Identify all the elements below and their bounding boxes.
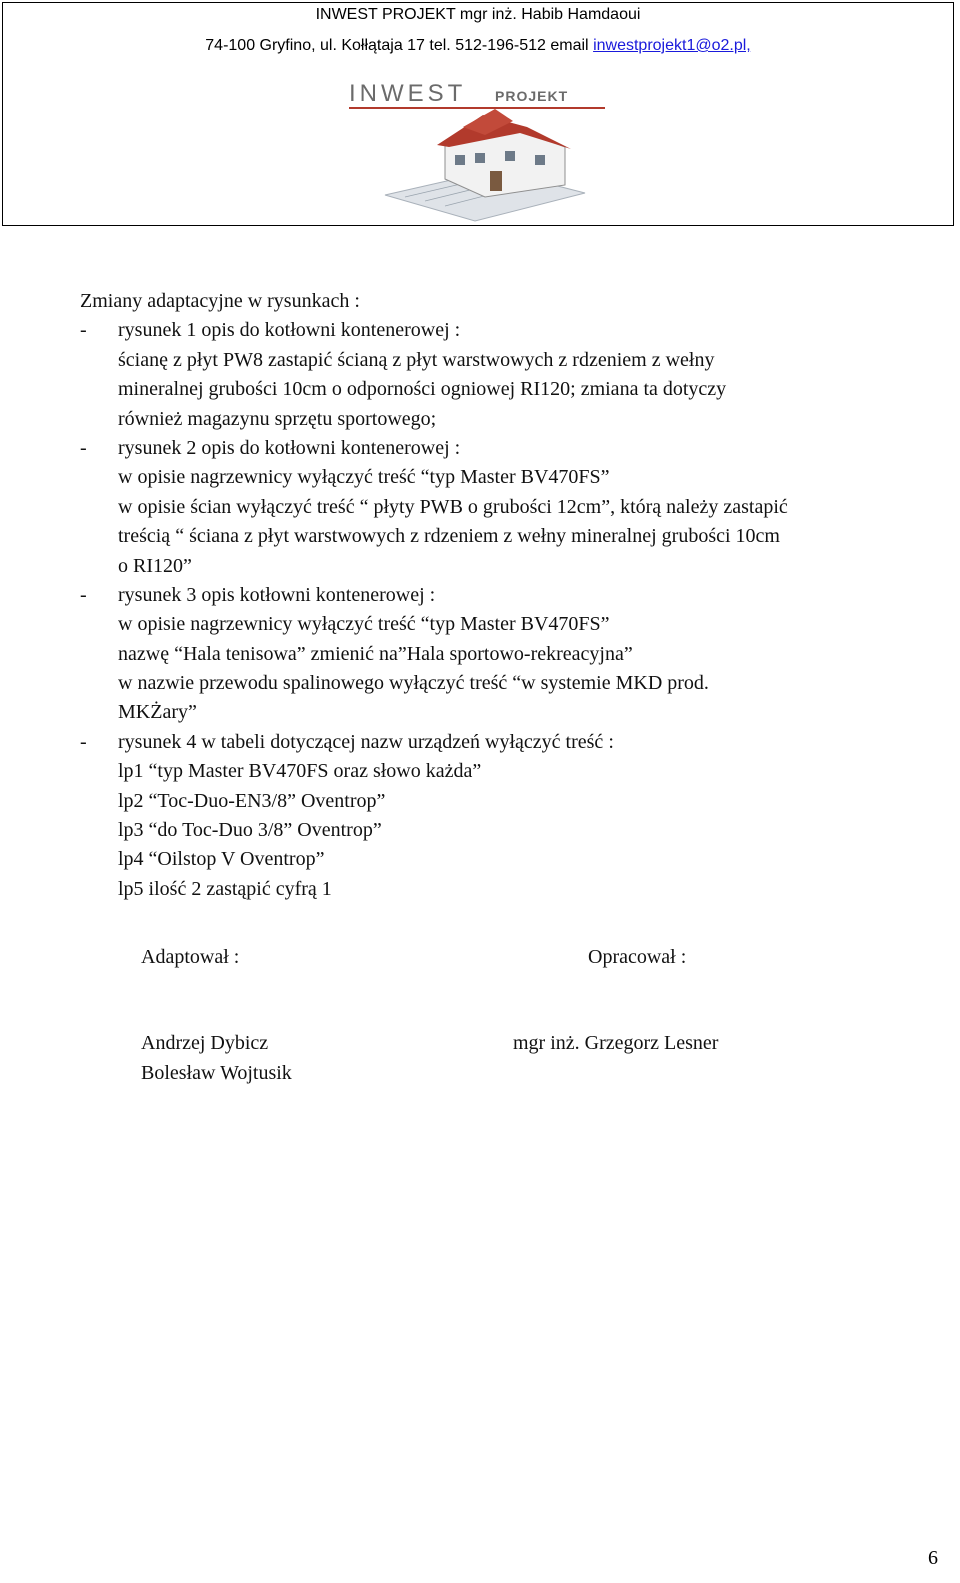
change-list xyxy=(80,316,950,904)
house-on-blueprints-icon xyxy=(385,109,585,221)
list-detail-line: również magazynu sprzętu sportowego; xyxy=(118,407,437,430)
list-dash: - xyxy=(80,319,87,342)
list-detail-line: w nazwie przewodu spalinowego wyłączyć treść “w systemie MKD prod. xyxy=(118,672,709,695)
company-logo xyxy=(345,75,615,223)
prepared-by-label: Opracował : xyxy=(588,946,687,968)
list-detail-line: ścianę z płyt PW8 zastapić ścianą z płyt warstwowych z rdzeniem z wełny xyxy=(118,348,715,371)
list-detail-line: w opisie nagrzewnicy wyłączyć treść “typ Master BV470FS” xyxy=(118,613,610,636)
list-detail-line: lp2 “Toc-Duo-EN3/8” Oventrop” xyxy=(118,789,386,812)
company-address xyxy=(3,37,953,55)
list-item xyxy=(80,581,950,610)
list-dash: - xyxy=(80,436,87,459)
adapted-by-label: Adaptował : xyxy=(141,946,240,968)
adapter-name: Andrzej Dybicz xyxy=(141,1032,269,1054)
list-detail-line: lp5 ilość 2 zastąpić cyfrą 1 xyxy=(118,877,332,900)
email-link[interactable]: inwestprojekt1@o2.pl, xyxy=(593,37,751,54)
logo-wordmark xyxy=(349,80,605,108)
list-detail-line: w opisie nagrzewnicy wyłączyć treść “typ Master BV470FS” xyxy=(118,466,610,489)
list-item-text: rysunek 3 opis kotłowni kontenerowej : xyxy=(118,583,436,606)
list-detail-line: lp3 “do Toc-Duo 3/8” Oventrop” xyxy=(118,819,382,842)
list-detail-line: mineralnej grubości 10cm o odporności ogniowej RI120; zmiana ta dotyczy xyxy=(118,378,727,401)
page-number: 6 xyxy=(928,1547,938,1569)
section-heading: Zmiany adaptacyjne w rysunkach : xyxy=(80,290,360,312)
letterhead xyxy=(2,2,954,226)
logo-text-main: INWEST xyxy=(349,80,467,107)
list-detail-line: w opisie ścian wyłączyć treść “ płyty PWB o grubości 12cm”, którą należy zastapić xyxy=(118,495,788,518)
list-item-text: rysunek 2 opis do kotłowni kontenerowej : xyxy=(118,436,461,459)
list-detail-line: treścią “ ściana z płyt warstwowych z rdzeniem z wełny mineralnej grubości 10cm xyxy=(118,525,780,548)
list-detail-line: o RI120” xyxy=(118,554,192,577)
list-item-text: rysunek 1 opis do kotłowni kontenerowej : xyxy=(118,319,461,342)
list-item-text: rysunek 4 w tabeli dotyczącej nazw urządzeń wyłączyć treść : xyxy=(118,730,614,753)
list-item xyxy=(80,728,950,757)
list-item xyxy=(80,316,950,345)
list-detail-line: lp4 “Oilstop V Oventrop” xyxy=(118,848,325,871)
document-body xyxy=(80,287,950,904)
preparer-name: mgr inż. Grzegorz Lesner xyxy=(513,1032,719,1054)
logo-text-sub: PROJEKT xyxy=(495,88,569,104)
address-text: 74-100 Gryfino, ul. Kołłątaja 17 tel. 512-196-512 email xyxy=(205,37,594,54)
list-detail-line: MKŻary” xyxy=(118,701,197,724)
list-dash: - xyxy=(80,583,87,606)
list-detail-line: nazwę “Hala tenisowa” zmienić na”Hala sportowo-rekreacyjna” xyxy=(118,642,633,665)
list-dash: - xyxy=(80,730,87,753)
company-name: INWEST PROJEKT mgr inż. Habib Hamdaoui xyxy=(315,6,641,23)
adapter-name: Bolesław Wojtusik xyxy=(141,1062,292,1084)
adapted-by-names xyxy=(141,1028,292,1088)
list-detail-line: lp1 “typ Master BV470FS oraz słowo każda” xyxy=(118,760,482,783)
list-item xyxy=(80,434,950,463)
